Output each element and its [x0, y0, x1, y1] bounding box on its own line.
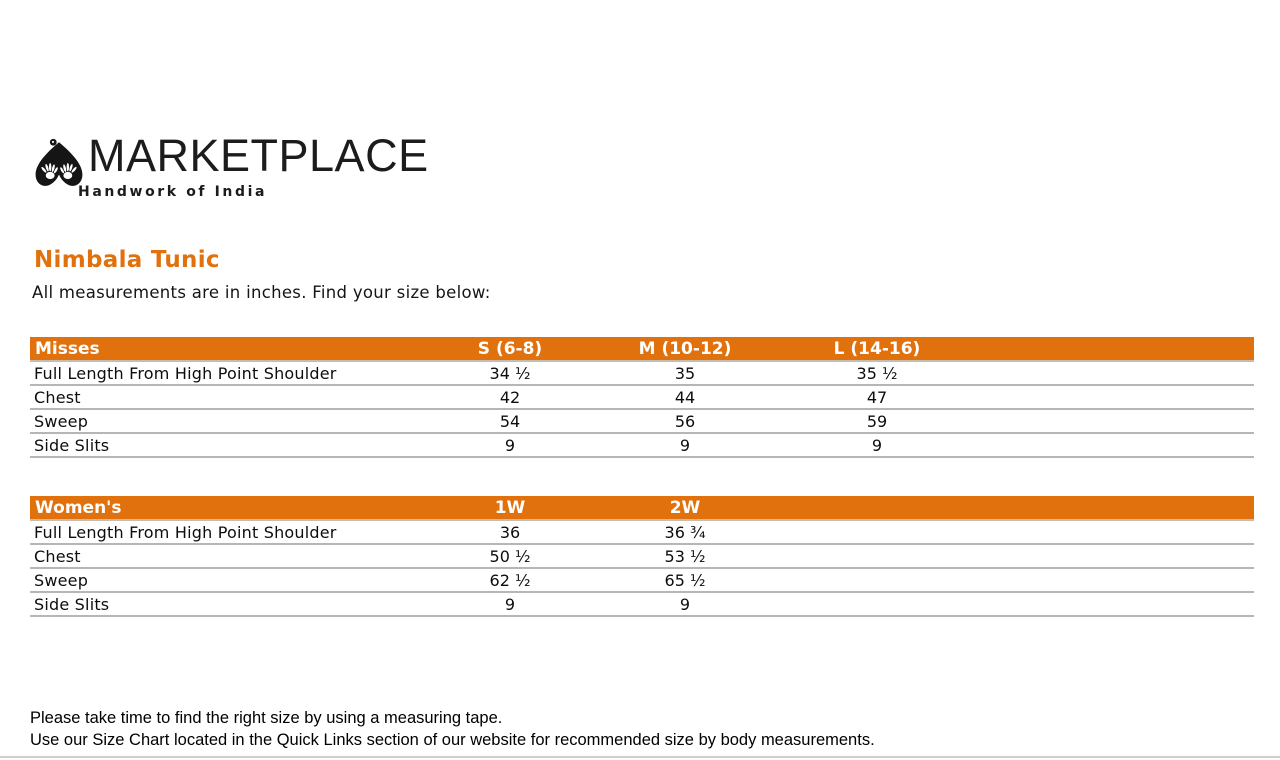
table-header-row	[30, 337, 1254, 362]
table-row	[30, 545, 1254, 569]
size-value: 53 ½	[580, 545, 790, 569]
size-value: 9	[790, 434, 964, 458]
table-row	[30, 362, 1254, 386]
empty-cell	[964, 593, 1254, 617]
column-header: S (6-8)	[440, 337, 580, 362]
brand-name: MARKETPLACE	[88, 130, 429, 181]
page-title: Nimbala Tunic	[34, 247, 220, 273]
empty-cell	[964, 386, 1254, 410]
note-line: Please take time to find the right size by using a measuring tape.	[30, 709, 503, 727]
table-row	[30, 386, 1254, 410]
size-value: 42	[440, 386, 580, 410]
table-row	[30, 521, 1254, 545]
size-value: 35	[580, 362, 790, 386]
table-header-row	[30, 496, 1254, 521]
row-label: Sweep	[30, 569, 440, 593]
note-line: Use our Size Chart located in the Quick Links section of our website for recommended size by body measurements.	[30, 731, 875, 749]
empty-cell	[964, 362, 1254, 386]
row-label: Full Length From High Point Shoulder	[30, 362, 440, 386]
column-header: 1W	[440, 496, 580, 521]
intro-text: All measurements are in inches. Find your size below:	[32, 283, 491, 302]
table-row	[30, 410, 1254, 434]
size-value: 9	[580, 434, 790, 458]
empty-cell	[790, 521, 964, 545]
size-value: 35 ½	[790, 362, 964, 386]
table-row	[30, 569, 1254, 593]
column-header: 2W	[580, 496, 790, 521]
table-row	[30, 434, 1254, 458]
size-value: 65 ½	[580, 569, 790, 593]
empty-cell	[790, 593, 964, 617]
empty-header-cell	[790, 496, 964, 521]
row-label: Side Slits	[30, 434, 440, 458]
size-value: 44	[580, 386, 790, 410]
size-value: 62 ½	[440, 569, 580, 593]
marketplace-paisley-hands-icon	[30, 137, 88, 189]
empty-cell	[964, 545, 1254, 569]
size-value: 50 ½	[440, 545, 580, 569]
empty-header-cell	[964, 337, 1254, 362]
row-label: Full Length From High Point Shoulder	[30, 521, 440, 545]
size-value: 36 ¾	[580, 521, 790, 545]
empty-cell	[964, 521, 1254, 545]
empty-cell	[964, 434, 1254, 458]
size-value: 34 ½	[440, 362, 580, 386]
empty-cell	[790, 545, 964, 569]
table-row	[30, 593, 1254, 617]
table-title: Misses	[30, 337, 440, 362]
empty-cell	[964, 410, 1254, 434]
column-header: M (10-12)	[580, 337, 790, 362]
empty-cell	[790, 569, 964, 593]
size-value: 54	[440, 410, 580, 434]
size-value: 56	[580, 410, 790, 434]
size-value: 9	[440, 434, 580, 458]
brand-tagline: Handwork of India	[78, 184, 268, 200]
row-label: Chest	[30, 545, 440, 569]
empty-cell	[964, 569, 1254, 593]
brand-logo	[30, 130, 450, 206]
bottom-divider	[0, 756, 1280, 758]
size-value: 9	[440, 593, 580, 617]
size-value: 9	[580, 593, 790, 617]
size-value: 59	[790, 410, 964, 434]
row-label: Chest	[30, 386, 440, 410]
column-header: L (14-16)	[790, 337, 964, 362]
size-value: 36	[440, 521, 580, 545]
footer-notes	[30, 707, 875, 751]
row-label: Side Slits	[30, 593, 440, 617]
table-title: Women's	[30, 496, 440, 521]
row-label: Sweep	[30, 410, 440, 434]
misses-size-table	[30, 337, 1254, 458]
size-value: 47	[790, 386, 964, 410]
empty-header-cell	[964, 496, 1254, 521]
womens-size-table	[30, 496, 1254, 617]
